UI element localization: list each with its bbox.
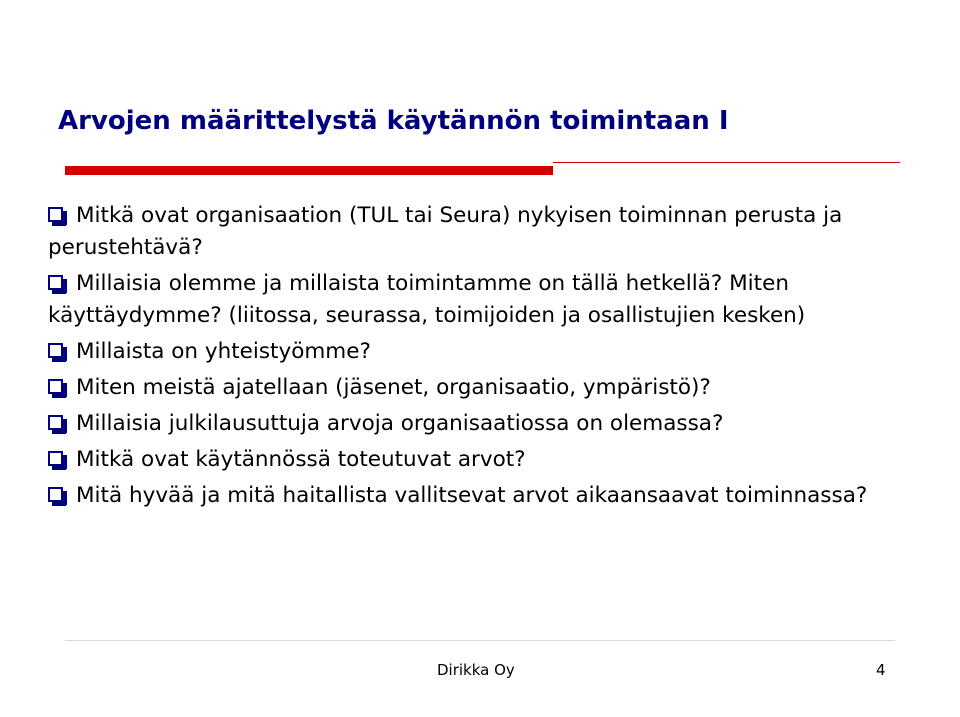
list-item	[48, 268, 928, 332]
footer-divider	[65, 640, 895, 641]
footer-company: Dirikka Oy	[437, 661, 515, 679]
checkbox-icon	[48, 379, 63, 394]
bullet-list	[48, 200, 928, 516]
checkbox-icon	[48, 451, 63, 466]
title-underline-thick	[65, 166, 553, 175]
bullet-text: Mitä hyvää ja mitä haitallista vallitsevat arvot aikaansaavat toiminnassa?	[76, 483, 868, 508]
list-item	[48, 480, 928, 512]
page-number: 4	[876, 661, 886, 679]
bullet-text: Miten meistä ajatellaan (jäsenet, organisaatio, ympäristö)?	[76, 375, 711, 400]
list-item	[48, 336, 928, 368]
list-item	[48, 200, 928, 264]
bullet-text: Millaisia julkilausuttuja arvoja organisaatiossa on olemassa?	[76, 411, 724, 436]
list-item	[48, 408, 928, 440]
list-item	[48, 372, 928, 404]
bullet-text: Mitkä ovat organisaation (TUL tai Seura) nykyisen toiminnan perusta ja perustehtävä?	[48, 203, 843, 260]
bullet-text: Mitkä ovat käytännössä toteutuvat arvot?	[76, 447, 526, 472]
title-underline-thin	[553, 162, 900, 163]
slide-title: Arvojen määrittelystä käytännön toimintaan I	[58, 106, 729, 136]
checkbox-icon	[48, 415, 63, 430]
bullet-text: Millaisia olemme ja millaista toimintamme on tällä hetkellä? Miten käyttäydymme? (liitossa, seurassa, toimijoiden ja osallistujien kesken)	[48, 271, 806, 328]
list-item	[48, 444, 928, 476]
checkbox-icon	[48, 275, 63, 290]
bullet-text: Millaista on yhteistyömme?	[76, 339, 371, 364]
checkbox-icon	[48, 343, 63, 358]
checkbox-icon	[48, 207, 63, 222]
checkbox-icon	[48, 487, 63, 502]
